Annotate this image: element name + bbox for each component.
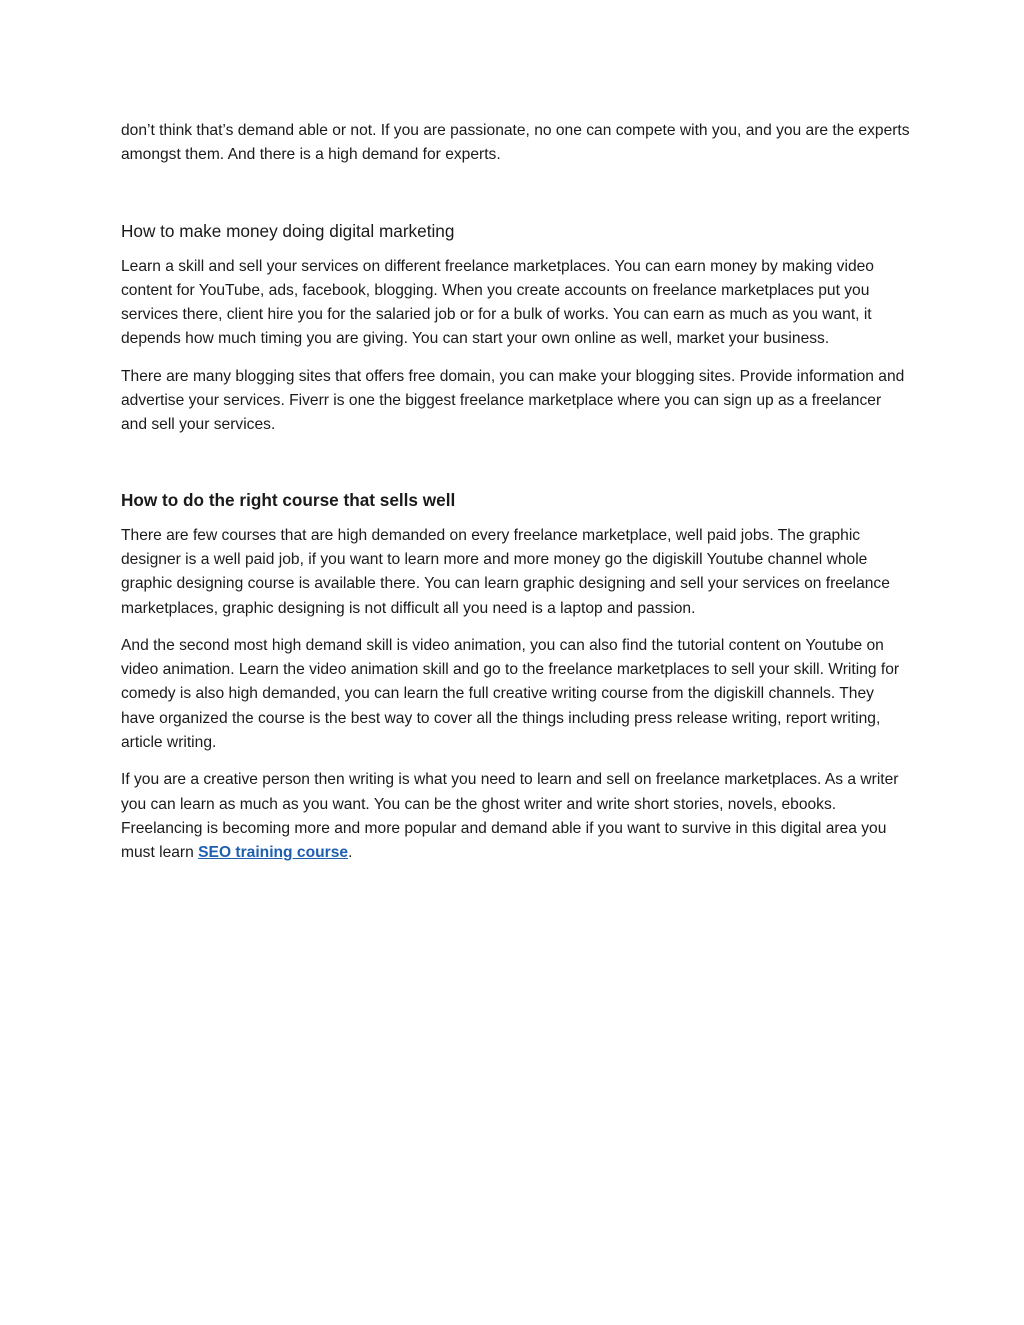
closing-paragraph-text: If you are a creative person then writing is what you need to learn and sell on freelance marketplaces. As a writer you can learn as much as you want. You can be the ghost writer and write short stories, novels, ebooks. Freelancing is becoming more and more popular and demand able if you want to survive in this digital area you must learn [121, 771, 899, 862]
closing-paragraph [121, 768, 911, 865]
document-page [121, 119, 911, 866]
body-paragraph: There are many blogging sites that offers free domain, you can make your blogging sites. Provide information and advertise your services. Fiverr is one the biggest freelance marketplace where you can sign up as a freelancer and sell your services. [121, 367, 905, 434]
section-heading-right-course: How to do the right course that sells well [121, 489, 456, 510]
seo-training-course-link[interactable]: SEO training course [198, 844, 349, 862]
body-paragraph: Learn a skill and sell your services on different freelance marketplaces. You can earn money by making video content for YouTube, ads, facebook, blogging. When you create accounts on freelance marketplaces put you services there, client hire you for the salaried job or for a bulk of works. You can earn as much as you want, it depends how much timing you are giving. You can start your own online as well, market your business. [121, 257, 874, 348]
closing-paragraph-end: . [348, 844, 353, 862]
body-paragraph: There are few courses that are high demanded on every freelance marketplace, well paid jobs. The graphic designer is a well paid job, if you want to learn more and more money go the digiskill Youtube channel whole graphic designing course is available there. You can learn graphic designing and sell your services on freelance marketplaces, graphic designing is not difficult all you need is a laptop and passion. [121, 526, 890, 617]
section-heading-digital-marketing: How to make money doing digital marketing [121, 220, 455, 241]
intro-paragraph: don’t think that’s demand able or not. If you are passionate, no one can compete with you, and you are the experts amongst them. And there is a high demand for experts. [121, 122, 910, 164]
body-paragraph: And the second most high demand skill is video animation, you can also find the tutorial content on Youtube on video animation. Learn the video animation skill and go to the freelance marketplaces to sell your skill. Writing for comedy is also high demanded, you can learn the full creative writing course from the digiskill channels. They have organized the course is the best way to cover all the things including press release writing, report writing, article writing. [121, 636, 900, 752]
